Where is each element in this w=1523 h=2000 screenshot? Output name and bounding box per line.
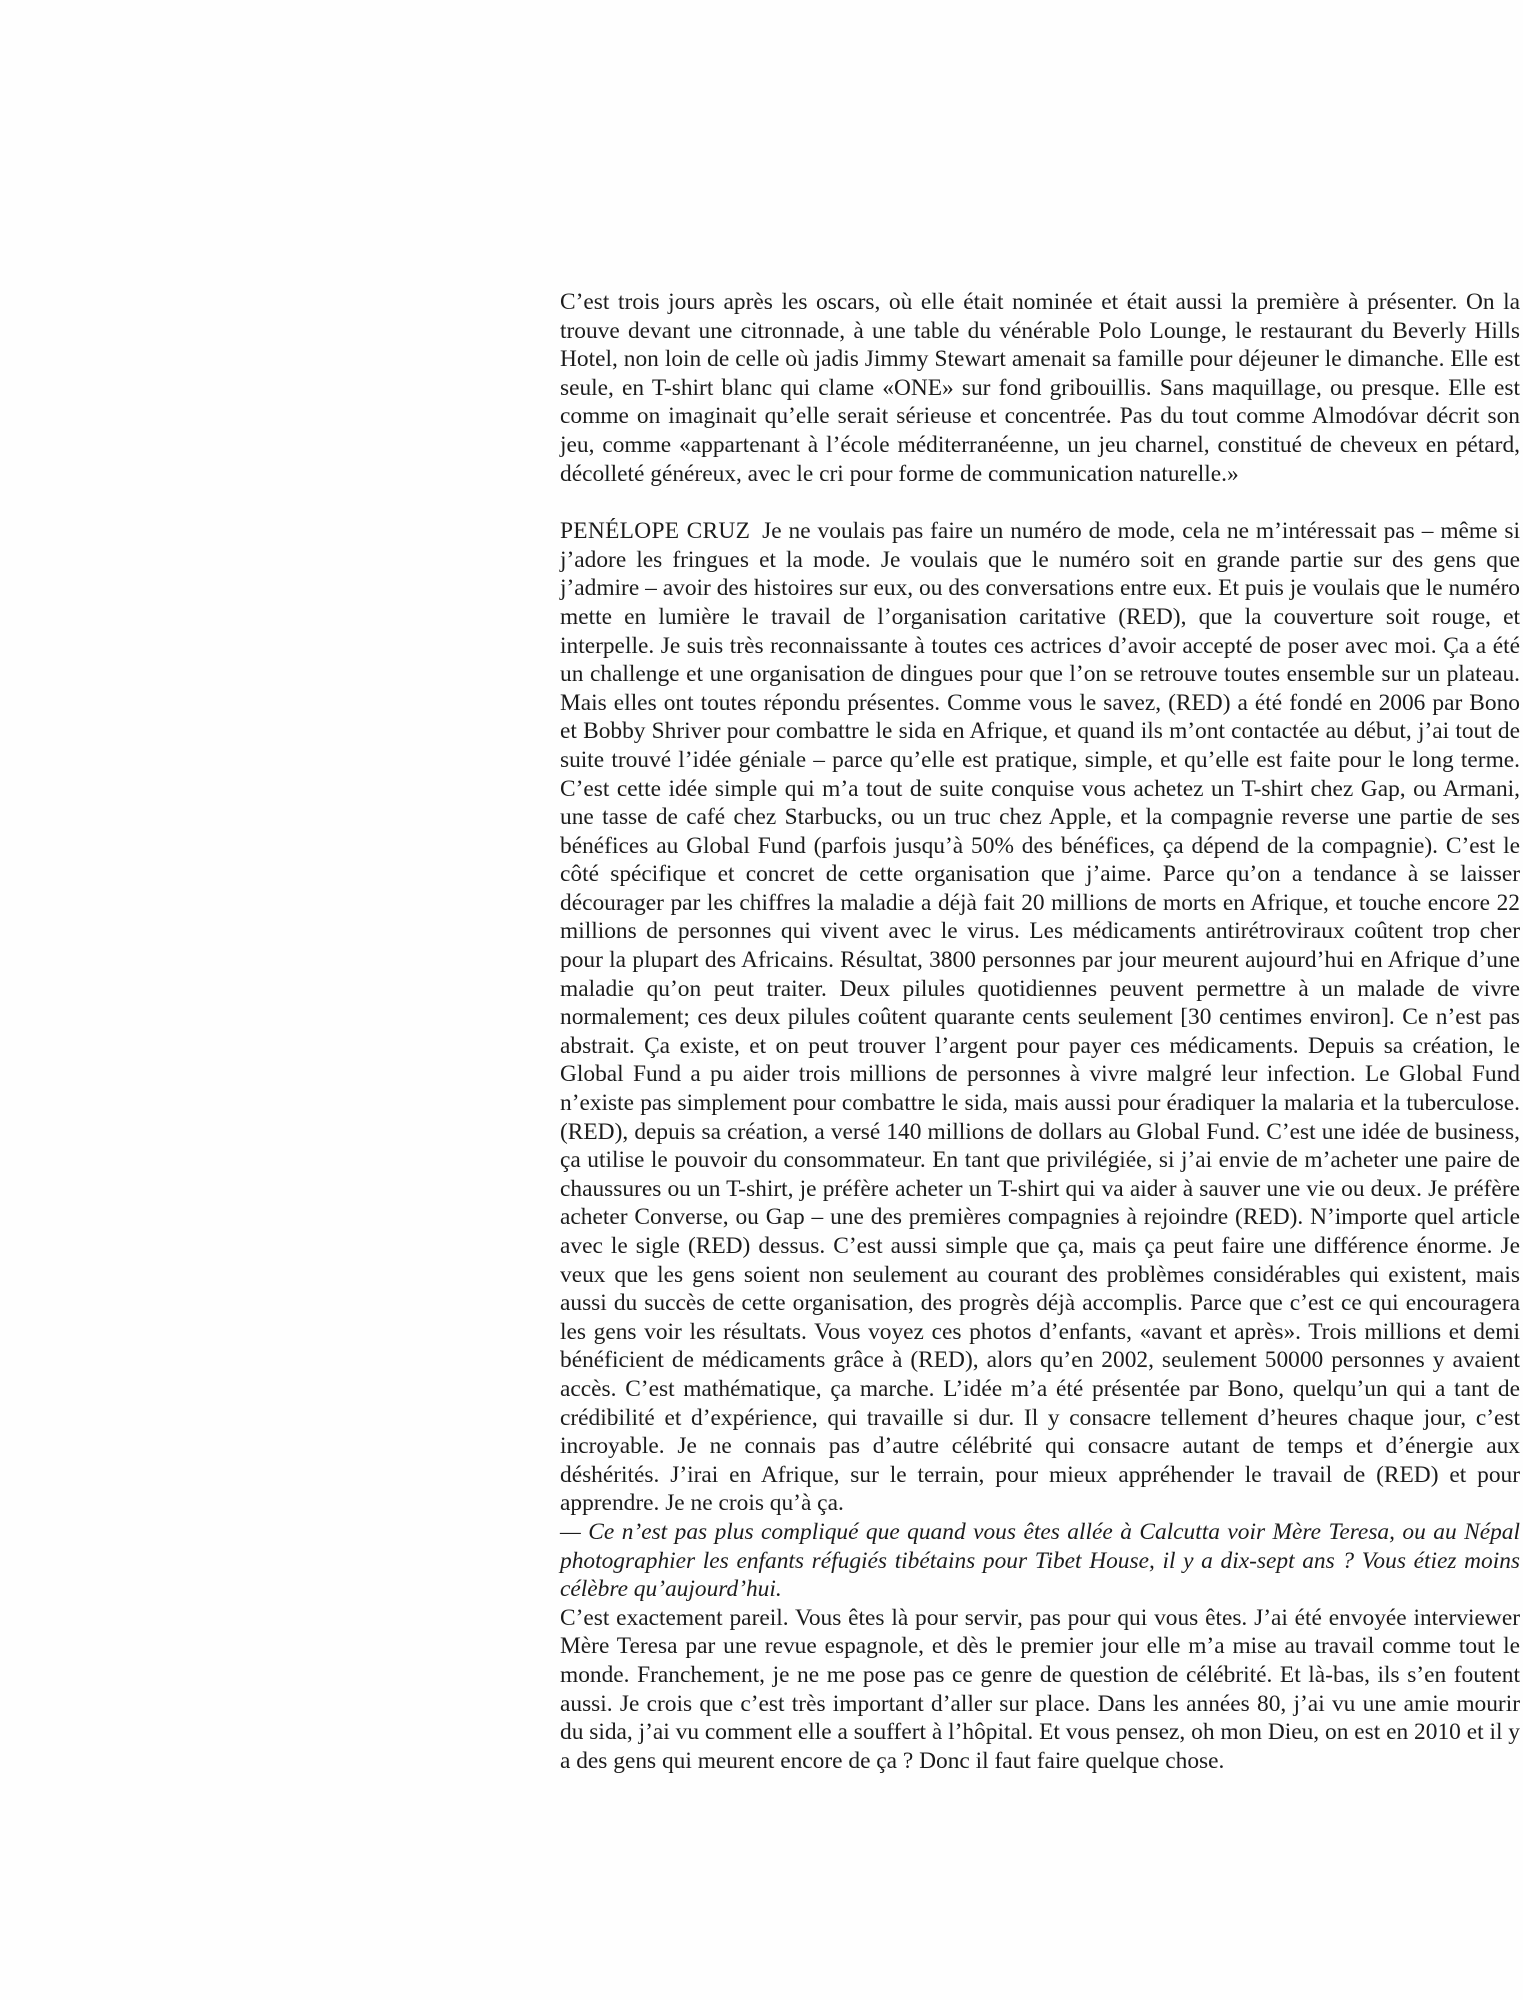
answer-paragraph-2: C’est exactement pareil. Vous êtes là pour servir, pas pour qui vous êtes. J’ai été envoyée interviewer Mère Teresa par une revue espagnole, et dès le premier jour elle m’a mise au travail comme tout le monde. Franchement, je ne me pose pas ce genre de question de célébrité. Et là-bas, ils s’en foutent aussi. Je crois que c’est très important d’aller sur place. Dans les années 80, j’ai vu une amie mourir du sida, j’ai vu comment elle a souffert à l’hôpital. Et vous pensez, oh mon Dieu, on est en 2010 et il y a des gens qui meurent encore de ça ? Donc il faut faire quelque chose.: [560, 1604, 1520, 1774]
answer-paragraph-1: [560, 517, 1520, 1518]
answer-text-1: Je ne voulais pas faire un numéro de mode, cela ne m’intéressait pas – même si j’adore les fringues et la mode. Je voulais que le numéro soit en grande partie sur des gens que j’admire – avoir des histoires sur eux, ou des conversations entre eux. Et puis je voulais que le numéro mette en lumière le travail de l’organisation caritative (RED), que la couverture soit rouge, et interpelle. Je suis très reconnaissante à toutes ces actrices d’avoir accepté de poser avec moi. Ça a été un challenge et une organisation de dingues pour que l’on se retrouve toutes ensemble sur un plateau. Mais elles ont toutes répondu présentes. Comme vous le savez, (RED) a été fondé en 2006 par Bono et Bobby Shriver pour combattre le sida en Afrique, et quand ils m’ont contactée au début, j’ai tout de suite trouvé l’idée géniale – parce qu’elle est pratique, simple, et qu’elle est faite pour le long terme. C’est cette idée simple qui m’a tout de suite conquise vous achetez un T-shirt chez Gap, ou Armani, une tasse de café chez Starbucks, ou un truc chez Apple, et la compagnie reverse une partie de ses bénéfices au Global Fund (parfois jusqu’à 50% des bénéfices, ça dépend de la compagnie). C’est le côté spécifique et concret de cette organisation que j’aime. Parce qu’on a tendance à se laisser décourager par les chiffres la maladie a déjà fait 20 millions de morts en Afrique, et touche encore 22 millions de personnes qui vivent avec le virus. Les médicaments antirétroviraux coûtent trop cher pour la plupart des Africains. Résultat, 3800 personnes par jour meurent aujourd’hui en Afrique d’une maladie qu’on peut traiter. Deux pilules quotidiennes peuvent permettre à un malade de vivre normalement; ces deux pilules coûtent quarante cents seulement [30 centimes environ]. Ce n’est pas abstrait. Ça existe, et on peut trouver l’argent pour payer ces médicaments. Depuis sa création, le Global Fund a pu aider trois millions de personnes à vivre malgré leur infection. Le Global Fund n’existe pas simplement pour combattre le sida, mais aussi pour éradiquer la malaria et la tuberculose. (RED), depuis sa création, a versé 140 millions de dollars au Global Fund. C’est une idée de business, ça utilise le pouvoir du consommateur. En tant que privilégiée, si j’ai envie de m’acheter une paire de chaussures ou un T-shirt, je préfère acheter un T-shirt qui va aider à sauver une vie ou deux. Je préfère acheter Converse, ou Gap – une des premières compagnies à rejoindre (RED). N’importe quel article avec le sigle (RED) dessus. C’est aussi simple que ça, mais ça peut faire une différence énorme. Je veux que les gens soient non seulement au courant des problèmes considérables qui existent, mais aussi du succès de cette organisation, des progrès déjà accomplis. Parce que c’est ce qui encouragera les gens voir les résultats. Vous voyez ces photos d’enfants, «avant et après». Trois millions et demi bénéficient de médicaments grâce à (RED), alors qu’en 2002, seulement 50000 personnes y avaient accès. C’est mathématique, ça marche. L’idée m’a été présentée par Bono, quelqu’un qui a tant de crédibilité et d’expérience, qui travaille si dur. Il y consacre tellement d’heures chaque jour, c’est incroyable. Je ne connais pas d’autre célébrité qui consacre autant de temps et d’énergie aux déshérités. J’irai en Afrique, sur le terrain, pour mieux appréhender le travail de (RED) et pour apprendre. Je ne crois qu’à ça.: [560, 518, 1520, 1517]
interviewer-question: — Ce n’est pas plus compliqué que quand vous êtes allée à Calcutta voir Mère Teresa, ou au Népal photographier les enfants réfugiés tibétains pour Tibet House, il y a dix-sept ans ? Vous étiez moins célèbre qu’aujourd’hui.: [560, 1518, 1520, 1603]
speaker-name: PENÉLOPE CRUZ: [560, 518, 751, 545]
article-column: [560, 288, 1520, 1775]
intro-paragraph: C’est trois jours après les oscars, où elle était nominée et était aussi la première à présenter. On la trouve devant une citronnade, à une table du vénérable Polo Lounge, le restaurant du Beverly Hills Hotel, non loin de celle où jadis Jimmy Stewart amenait sa famille pour déjeuner le dimanche. Elle est seule, en T-shirt blanc qui clame «ONE» sur fond gribouillis. Sans maquillage, ou presque. Elle est comme on imaginait qu’elle serait sérieuse et concentrée. Pas du tout comme Almodóvar décrit son jeu, comme «appartenant à l’école méditerranéenne, un jeu charnel, constitué de cheveux en pétard, décolleté généreux, avec le cri pour forme de communication naturelle.»: [560, 289, 1520, 487]
